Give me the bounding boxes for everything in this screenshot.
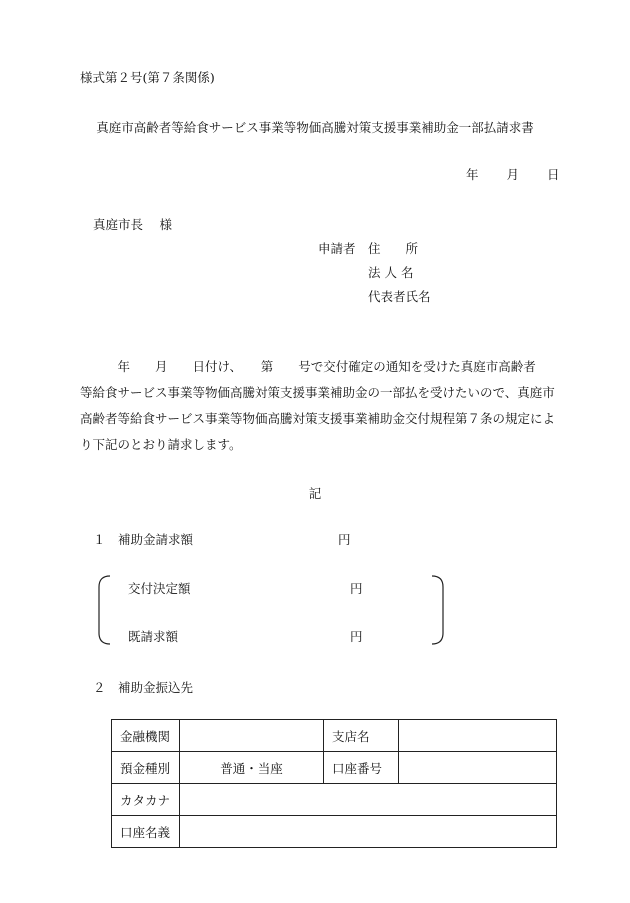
- bank-label: 金融機関: [112, 720, 180, 752]
- katakana-label: カタカナ: [112, 784, 180, 816]
- representative-label: 代表者氏名: [368, 289, 431, 304]
- decided-amount-yen: 円: [350, 581, 363, 596]
- date-month: 月: [506, 167, 520, 182]
- item1-yen: 円: [338, 532, 351, 547]
- table-row: [112, 720, 557, 752]
- already-claimed-yen: 円: [350, 629, 363, 644]
- branch-value-cell[interactable]: [399, 720, 557, 752]
- form-number: 様式第２号(第７条関係): [80, 70, 215, 85]
- table-row: [112, 784, 557, 816]
- body-line: 年 月 日付け、 第 号で交付確定の通知を受けた真庭市高齢者: [80, 359, 536, 374]
- right-bracket-icon: [430, 575, 444, 645]
- bank-value-cell[interactable]: [180, 720, 324, 752]
- date-day: 日: [547, 167, 560, 182]
- applicant-block: [318, 237, 431, 309]
- body-line: 等給食サービス事業等物価高騰対策支援事業補助金の一部払を受けたいので、真庭市: [80, 385, 555, 400]
- account-holder-label: 口座名義: [112, 816, 180, 848]
- document-title: 真庭市高齢者等給食サービス事業等物価高騰対策支援事業補助金一部払請求書: [96, 120, 534, 135]
- branch-label: 支店名: [324, 720, 399, 752]
- body-line: 高齢者等給食サービス事業等物価高騰対策支援事業補助金交付規程第７条の規定によ: [80, 411, 556, 426]
- left-bracket-icon: [98, 575, 112, 645]
- ki-heading: 記: [308, 486, 322, 501]
- corp-name-label: 法 人 名: [368, 265, 414, 280]
- account-number-label: 口座番号: [324, 752, 399, 784]
- account-number-cell[interactable]: [399, 752, 557, 784]
- table-row: [112, 752, 557, 784]
- account-holder-cell[interactable]: [180, 816, 557, 848]
- body-line: り下記のとおり請求します。: [80, 437, 242, 452]
- decided-amount-label: 交付決定額: [128, 581, 191, 596]
- date-year: 年: [466, 167, 479, 182]
- deposit-type-value[interactable]: 普通・当座: [180, 752, 324, 784]
- item2-label: ２ 補助金振込先: [93, 680, 194, 695]
- addressee: 真庭市長 様: [93, 217, 172, 232]
- table-row: [112, 816, 557, 848]
- bank-account-table: [111, 719, 557, 848]
- katakana-value-cell[interactable]: [180, 784, 557, 816]
- date-line: [466, 165, 560, 183]
- deposit-type-label: 預金種別: [112, 752, 180, 784]
- body-text: [80, 354, 558, 458]
- applicant-role: 申請者: [318, 241, 356, 256]
- item1-label: １ 補助金請求額: [93, 532, 194, 547]
- address-label: 住 所: [368, 241, 419, 256]
- already-claimed-label: 既請求額: [128, 629, 179, 644]
